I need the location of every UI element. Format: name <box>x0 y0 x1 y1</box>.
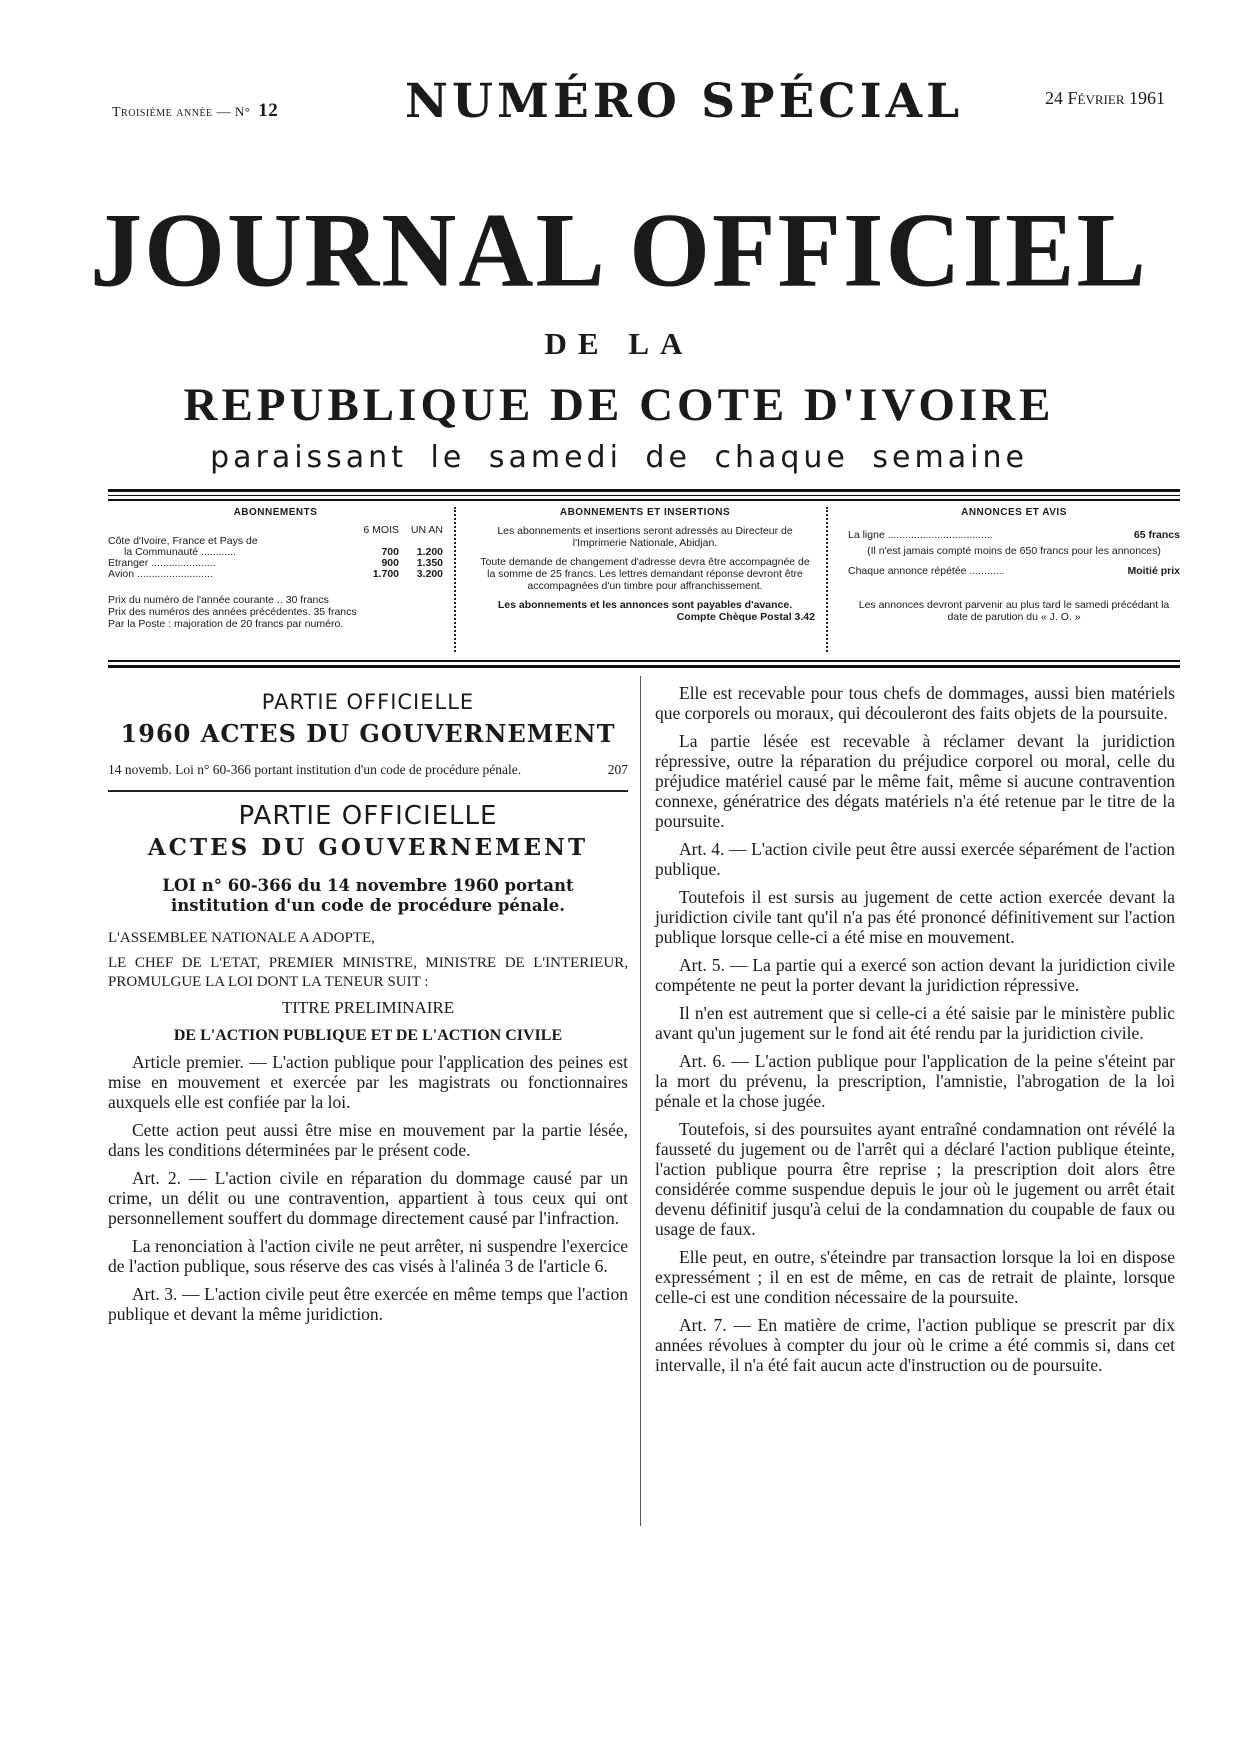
row-year: 1.200 <box>416 546 443 558</box>
col-one-year: UN AN <box>410 524 443 536</box>
paragraph: Elle peut, en outre, s'éteindre par transaction lorsque la loi en dispose expressément ; il en est de même, en cas de retrait de plainte, lorsque celle-ci est une condition nécessaire de la poursuite. <box>655 1247 1175 1307</box>
summary-rule <box>108 790 628 792</box>
insertions-heading: ABONNEMENTS ET INSERTIONS <box>559 507 731 518</box>
price-line: Prix des numéros des années précédentes. 35 francs <box>108 606 357 618</box>
paragraph: Toutefois, si des poursuites ayant entraîné condamnation ont révélé la fausseté du jugement ou de l'arrêt qui a déclaré l'action publique éteinte, l'action publique pourra être reprise ; la prescription doit alors être considérée comme suspendue depuis le jour où le jugement ou arrêt était devenu définitif jusqu'à celui de la condamnation du coupable de faux ou usage de faux. <box>655 1119 1175 1239</box>
year-label: Troisième année — <box>112 105 232 120</box>
row-six: 700 <box>381 546 399 558</box>
paragraph: Il n'en est autrement que si celle-ci a été saisie par le ministère public avant qu'un jugement sur le fond ait été rendu par la juridiction civile. <box>655 1003 1175 1043</box>
price-line: Prix du numéro de l'année courante .. 30 francs <box>108 594 329 606</box>
price-notes <box>108 594 443 630</box>
paragraph: Art. 7. — En matière de crime, l'action publique se prescrit par dix années révolues à compter du jour où le crime a été commis si, dans cet intervalle, il n'a été fait aucun acte d'instruction ou de poursuite. <box>655 1315 1175 1375</box>
tagline: paraissant le samedi de chaque semaine <box>210 440 1028 475</box>
row-six: 900 <box>381 557 399 569</box>
chef-line: LE CHEF DE L'ETAT, PREMIER MINISTRE, MINISTRE DE L'INTERIEUR, PROMULGUE LA LOI DONT LA TENEUR SUIT : <box>108 955 628 990</box>
summary-actes: 1960 ACTES DU GOUVERNEMENT <box>120 719 616 748</box>
titre-subtitle: DE L'ACTION PUBLIQUE ET DE L'ACTION CIVILE <box>173 1027 563 1044</box>
law-title: LOI n° 60-366 du 14 novembre 1960 portant institution d'un code de procédure pénale. <box>162 876 574 915</box>
assemblee-line: L'ASSEMBLEE NATIONALE A ADOPTE, <box>108 930 375 946</box>
summary-entry-text: 14 novemb. Loi n° 60-366 portant institution d'un code de procédure pénale. <box>108 762 522 777</box>
annonces-heading: ANNONCES ET AVIS <box>961 507 1067 518</box>
summary-partie: PARTIE OFFICIELLE <box>261 690 475 714</box>
de-la-line: DE LA <box>544 326 694 361</box>
table-row <box>108 569 443 580</box>
insertions-change: Toute demande de changement d'adresse devra être accompagnée de la somme de 25 francs. Les lettres demandant réponse devront être accompagnées d'un timbre pour affranchissement. <box>480 556 810 592</box>
subscriptions-box <box>108 507 443 630</box>
price-line: Par la Poste : majoration de 20 francs par numéro. <box>108 618 344 630</box>
body-partie: PARTIE OFFICIELLE <box>238 801 498 831</box>
body-actes: ACTES DU GOUVERNEMENT <box>147 834 589 861</box>
republic-name: REPUBLIQUE DE COTE D'IVOIRE <box>183 379 1055 431</box>
paragraph: La renonciation à l'action civile ne peut arrêter, ni suspendre l'exercice de l'action publique, sous réserve des cas visés à l'alinéa 3 de l'article 6. <box>108 1236 628 1276</box>
header-rule-top <box>108 489 1180 492</box>
ligne-value: 65 francs <box>1133 529 1180 541</box>
ligne-row <box>848 529 1180 541</box>
paragraph: Art. 4. — L'action civile peut être aussi exercée séparément de l'action publique. <box>655 839 1175 879</box>
journal-title: JOURNAL OFFICIEL <box>90 191 1148 310</box>
ligne-label: La ligne .................................... <box>848 529 993 541</box>
row-six: 1.700 <box>372 568 399 580</box>
special-issue-title: NUMÉRO SPÉCIAL <box>405 74 964 129</box>
row-year: 1.350 <box>416 557 443 569</box>
col-six-months: 6 MOIS <box>363 524 399 536</box>
row-year: 3.200 <box>416 568 443 580</box>
right-column <box>655 683 1175 1383</box>
insertions-payable: Les abonnements et les annonces sont payables d'avance. <box>497 599 793 611</box>
issue-date <box>1045 88 1165 109</box>
number-label: N° <box>234 104 251 119</box>
issue-year-number <box>112 100 278 122</box>
paragraph: La partie lésée est recevable à réclamer devant la juridiction répressive, outre la réparation du préjudice corporel ou moral, celle du préjudice matériel causé par le même fait, même si aucune contravention connexe, génératrice des dégats matériels n'a été retenue par le titre de la poursuite. <box>655 731 1175 831</box>
annonces-deadline: Les annonces devront parvenir au plus tard le samedi précédant la date de parution du « J. O. » <box>858 599 1170 623</box>
row-label: Etranger ...................... <box>108 557 216 569</box>
issue-number: 12 <box>258 100 279 121</box>
insertions-address: Les abonnements et insertions seront adressés au Directeur de l'Imprimerie Nationale, Abidjan. <box>497 525 793 549</box>
paragraph: Art. 2. — L'action civile en réparation du dommage causé par un crime, un délit ou une contravention, appartient à tous ceux qui ont personnellement souffert du dommage directement causé par l'infraction. <box>108 1168 628 1228</box>
insertions-box <box>475 507 815 623</box>
paragraph: Article premier. — L'action publique pour l'application des peines est mise en mouvement et exercée par les magistrats ou fonctionnaires auxquels elle est confiée par la loi. <box>108 1052 628 1112</box>
paragraph: Toutefois il est sursis au jugement de cette action exercée devant la juridiction civile tant qu'il n'a pas été prononcé définitivement sur l'action publique lorsque celle-ci a été mise en mouvement. <box>655 887 1175 947</box>
box-separator <box>454 507 458 652</box>
repete-row <box>848 565 1180 577</box>
box-rule-bottom <box>108 665 1180 668</box>
column-divider <box>640 676 641 1526</box>
paragraph: Art. 3. — L'action civile peut être exercée en même temps que l'action publique et devant la même juridiction. <box>108 1284 628 1324</box>
left-column <box>108 686 628 1332</box>
header-rule-bottom <box>108 499 1180 501</box>
paragraph: Elle est recevable pour tous chefs de dommages, aussi bien matériels que corporels ou moraux, qui découleront des faits objets de la poursuite. <box>655 683 1175 723</box>
paragraph: Cette action peut aussi être mise en mouvement par la partie lésée, dans les conditions déterminées par le présent code. <box>108 1120 628 1160</box>
date-month: Février <box>1067 88 1125 108</box>
date-day: 24 <box>1045 88 1064 108</box>
summary-entry <box>108 762 628 778</box>
postal-account: Compte Chèque Postal 3.42 <box>676 611 815 623</box>
paragraph: Art. 6. — L'action publique pour l'application de la peine s'éteint par la mort du prévenu, la prescription, l'amnistie, l'abrogation de la loi pénale et la chose jugée. <box>655 1051 1175 1111</box>
summary-entry-page: 207 <box>607 762 628 777</box>
row-label: Côte d'Ivoire, France et Pays de <box>108 535 258 547</box>
repete-value: Moitié prix <box>1127 565 1180 577</box>
subscriptions-heading: ABONNEMENTS <box>233 507 318 518</box>
date-year: 1961 <box>1129 88 1165 108</box>
ligne-note: (Il n'est jamais compté moins de 650 francs pour les annonces) <box>867 545 1161 557</box>
titre-preliminaire: TITRE PRELIMINAIRE <box>281 998 455 1017</box>
repete-label: Chaque annonce répétée ............ <box>848 565 1005 577</box>
paragraph: Art. 5. — La partie qui a exercé son action devant la juridiction civile compétente ne peut la porter devant la juridiction répressive. <box>655 955 1175 995</box>
subscriptions-table <box>108 525 443 580</box>
annonces-box <box>848 507 1180 623</box>
box-rule-top <box>108 660 1180 662</box>
row-label: la Communauté ............ <box>124 546 237 558</box>
header-rule-thin <box>108 495 1180 496</box>
box-separator <box>826 507 830 652</box>
row-label: Avion .......................... <box>108 568 213 580</box>
